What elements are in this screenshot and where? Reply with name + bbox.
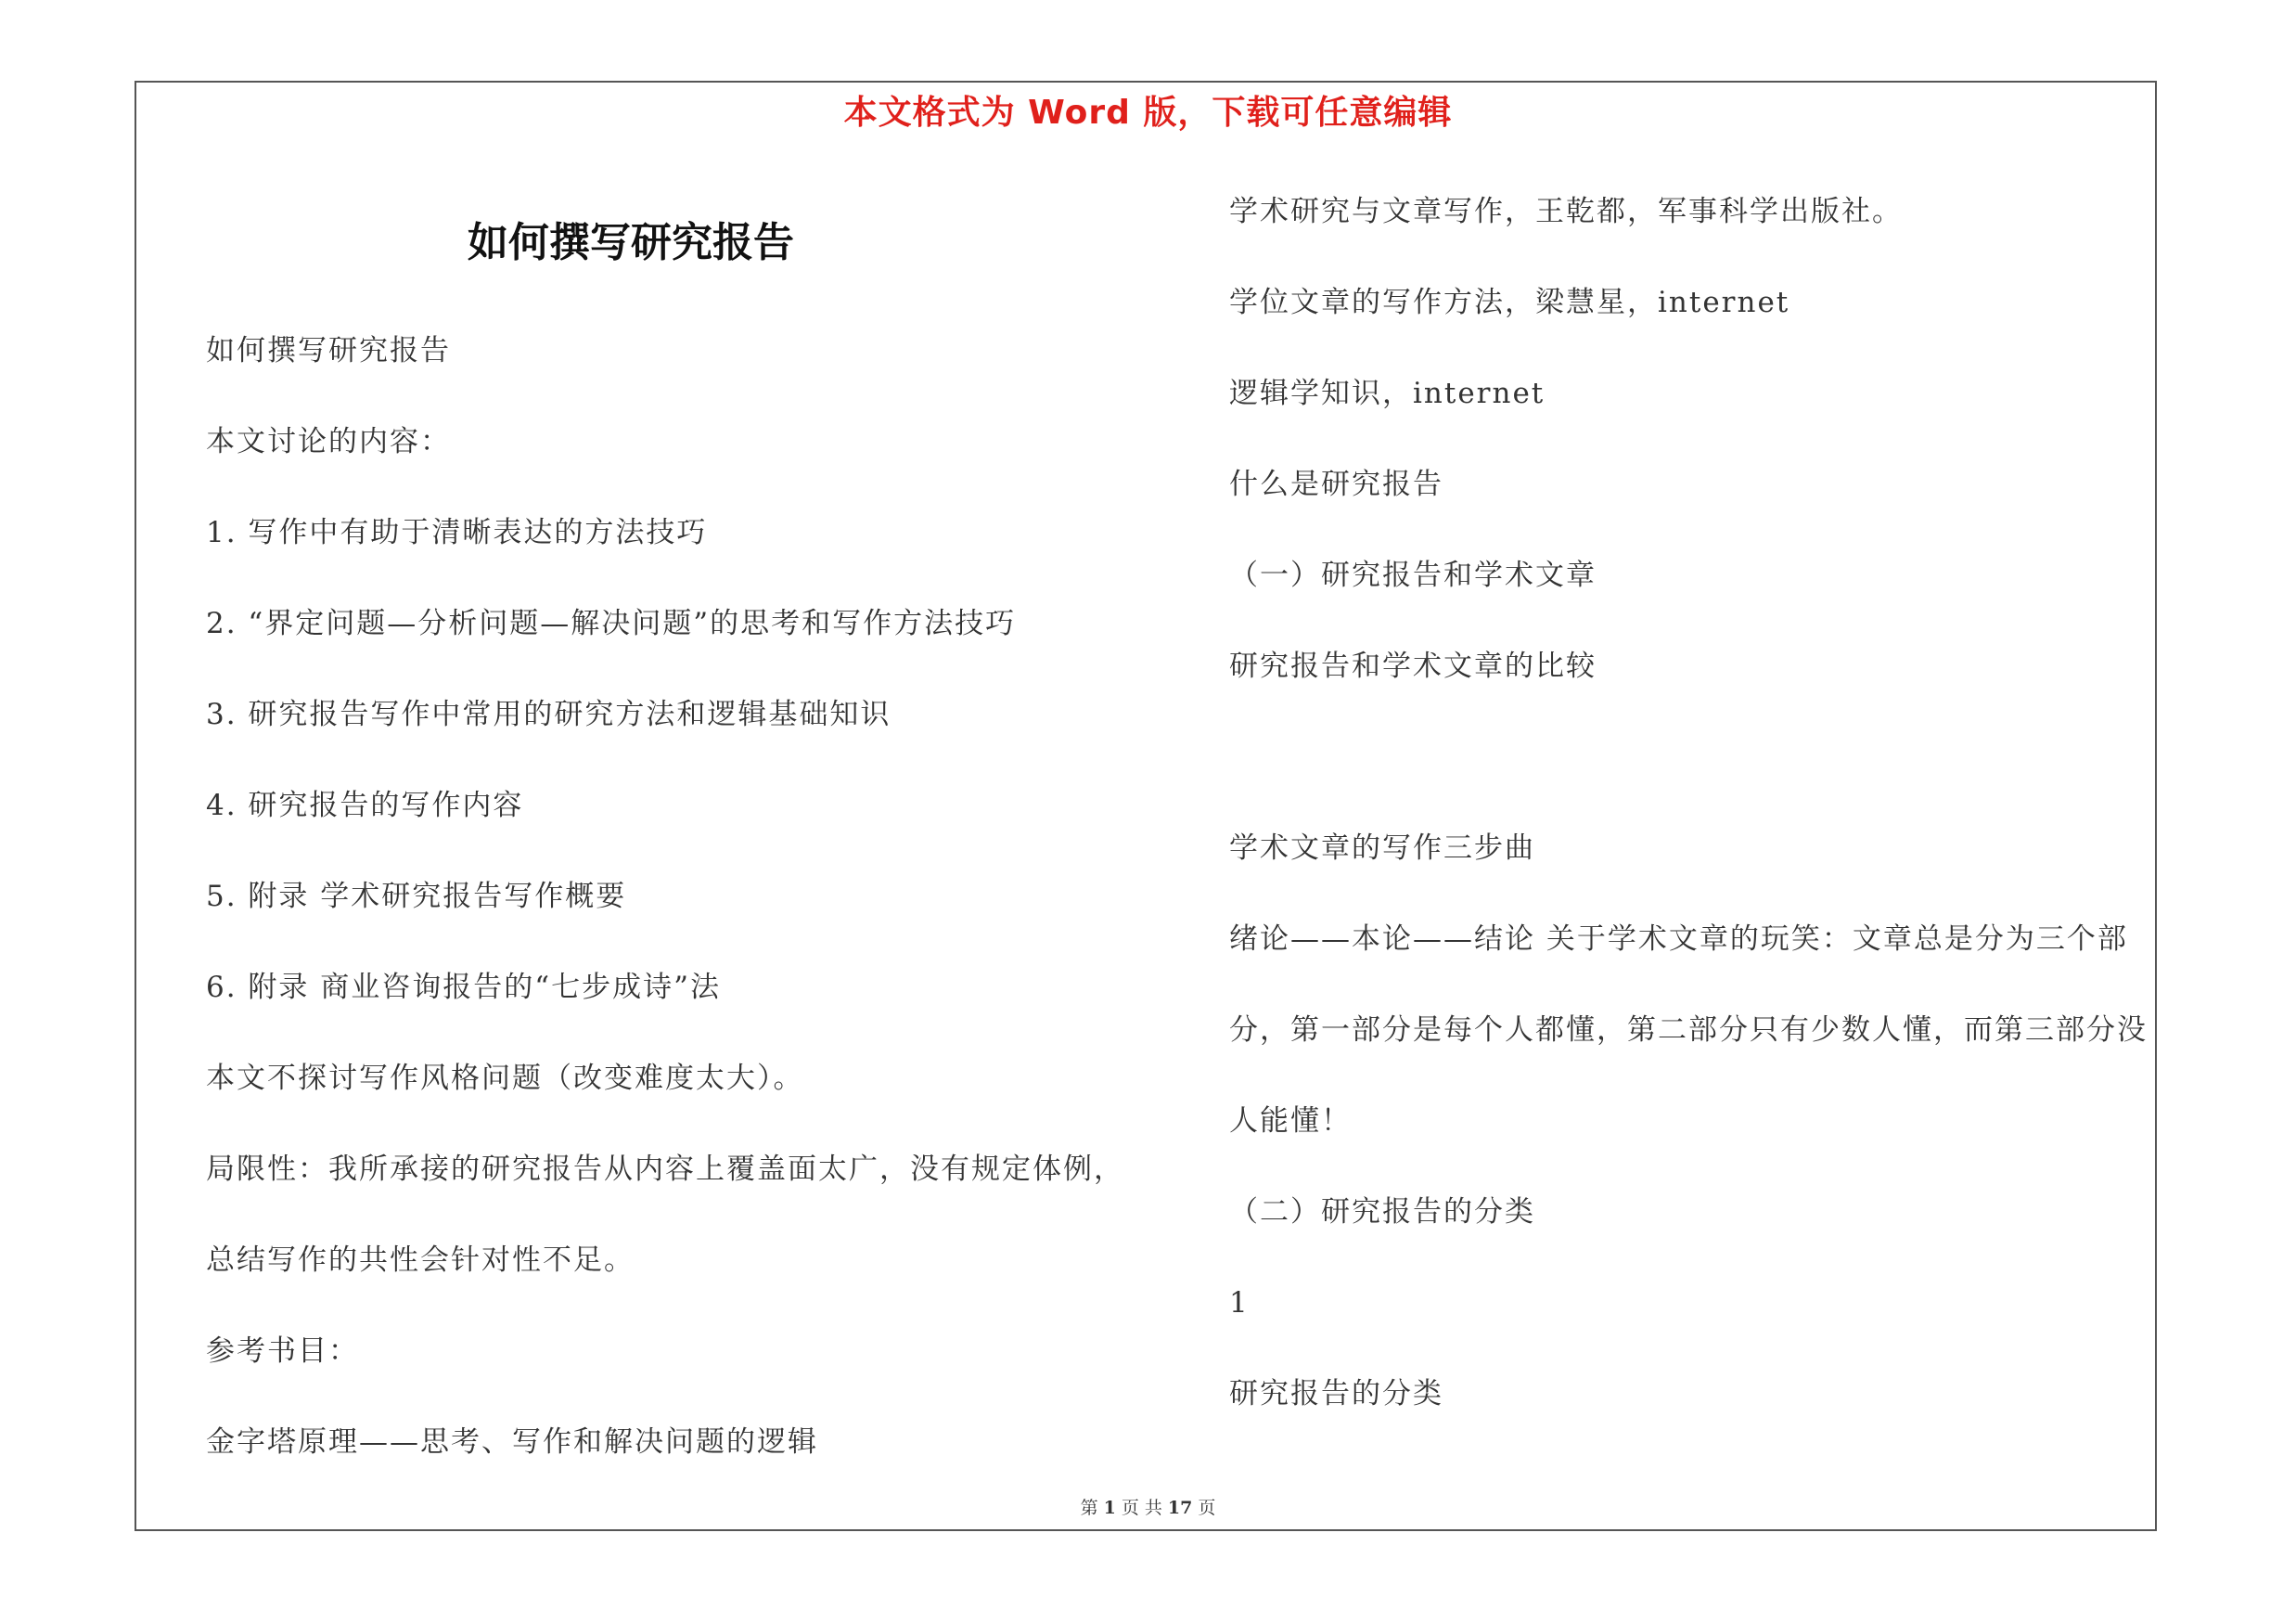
list-item: 3. 研究报告写作中常用的研究方法和逻辑基础知识 bbox=[206, 698, 891, 731]
reference-item: 学位文章的写作方法，梁慧星，internet bbox=[1229, 286, 1790, 319]
total-pages: 17 bbox=[1167, 1498, 1193, 1518]
list-item: 2. “界定问题—分析问题—解决问题”的思考和写作方法技巧 bbox=[206, 607, 1017, 640]
right-line: 研究报告和学术文章的比较 bbox=[1229, 650, 1597, 683]
section-heading: 什么是研究报告 bbox=[1229, 468, 1443, 501]
right-line: 学术文章的写作三步曲 bbox=[1229, 831, 1535, 865]
document-title: 如何撰写研究报告 bbox=[468, 219, 794, 266]
subsection-heading: （一）研究报告和学术文章 bbox=[1229, 559, 1597, 592]
editable-banner: 本文格式为 Word 版，下载可任意编辑 bbox=[843, 94, 1453, 132]
list-item: 1. 写作中有助于清晰表达的方法技巧 bbox=[206, 516, 708, 549]
footer-suffix: 页 bbox=[1198, 1498, 1216, 1518]
right-line: 人能懂！ bbox=[1229, 1104, 1352, 1138]
list-item: 6. 附录 商业咨询报告的“七步成诗”法 bbox=[206, 971, 721, 1004]
right-line: 研究报告的分类 bbox=[1229, 1377, 1443, 1410]
reference-item: 学术研究与文章写作，王乾都，军事科学出版社。 bbox=[1229, 195, 1903, 228]
page-number: 1 bbox=[1103, 1498, 1116, 1518]
left-line: 参考书目： bbox=[206, 1334, 359, 1368]
right-line: 分，第一部分是每个人都懂，第二部分只有少数人懂，而第三部分没 bbox=[1229, 1013, 2148, 1047]
reference-item: 金字塔原理——思考、写作和解决问题的逻辑 bbox=[206, 1425, 818, 1459]
list-item: 4. 研究报告的写作内容 bbox=[206, 789, 524, 822]
left-line: 局限性：我所承接的研究报告从内容上覆盖面太广，没有规定体例， bbox=[206, 1153, 1124, 1186]
left-line: 总结写作的共性会针对性不足。 bbox=[206, 1243, 635, 1277]
right-line: 绪论——本论——结论 关于学术文章的玩笑：文章总是分为三个部 bbox=[1229, 922, 2128, 956]
page-footer bbox=[0, 1494, 2296, 1519]
subsection-heading: （二）研究报告的分类 bbox=[1229, 1195, 1535, 1229]
reference-item: 逻辑学知识，internet bbox=[1229, 377, 1546, 410]
footer-middle: 页 共 bbox=[1121, 1498, 1162, 1518]
list-item: 5. 附录 学术研究报告写作概要 bbox=[206, 880, 627, 913]
left-line: 本文讨论的内容： bbox=[206, 425, 451, 458]
footer-prefix: 第 bbox=[1080, 1498, 1098, 1518]
left-line: 本文不探讨写作风格问题（改变难度太大）。 bbox=[206, 1062, 804, 1095]
right-line: 1 bbox=[1229, 1286, 1250, 1320]
left-line: 如何撰写研究报告 bbox=[206, 334, 451, 367]
